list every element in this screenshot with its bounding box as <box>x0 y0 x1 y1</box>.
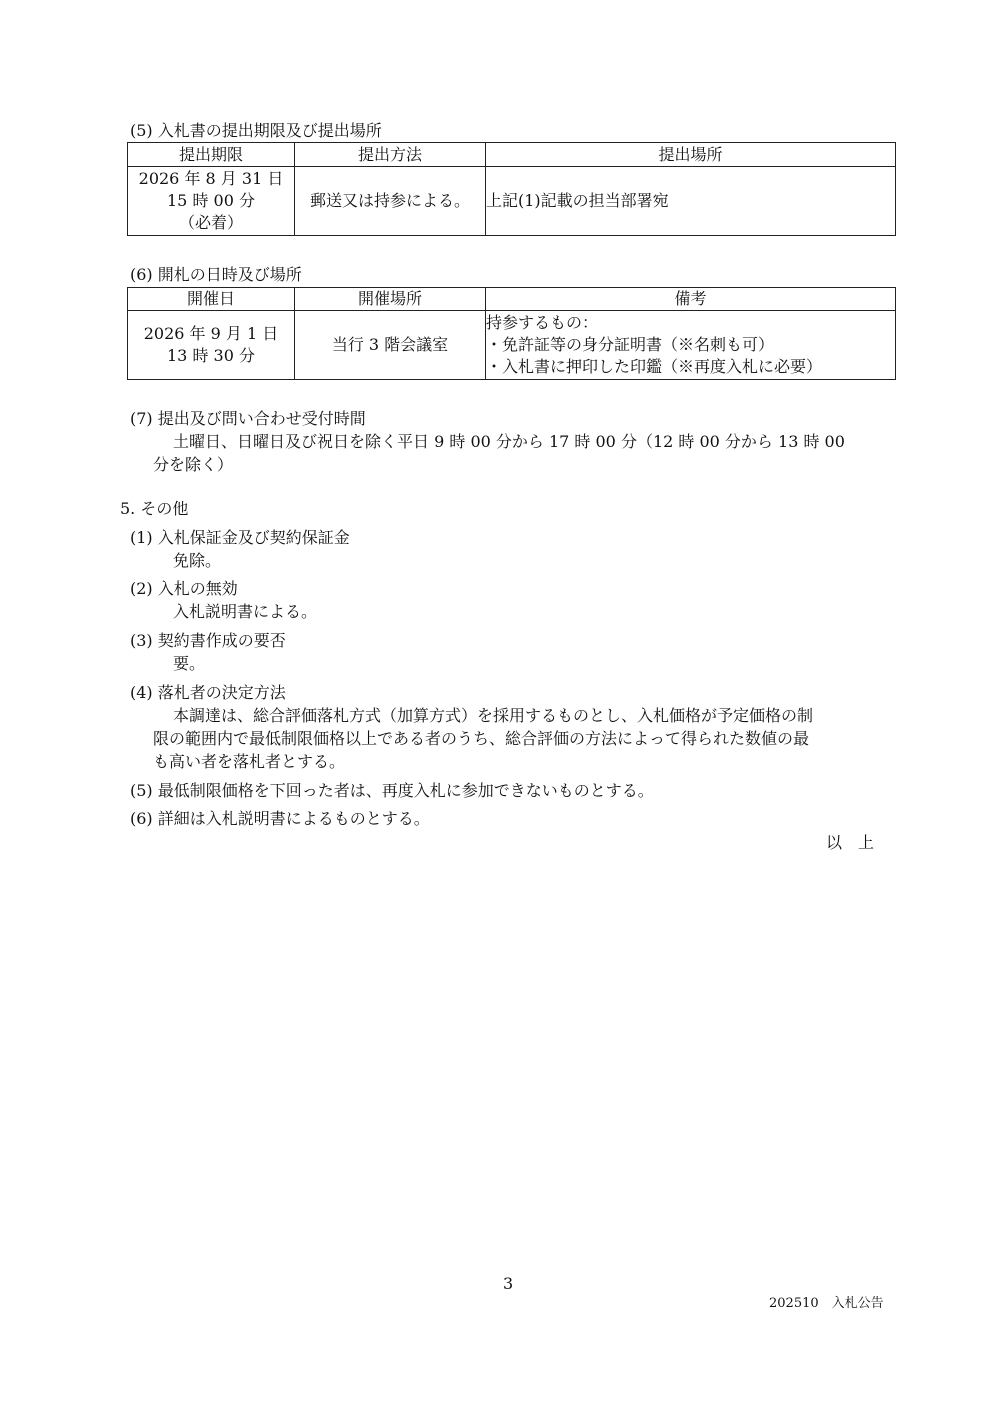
venue-cell: 当行 3 階会議室 <box>295 311 486 380</box>
place-cell: 上記(1)記載の担当部署宛 <box>486 167 896 236</box>
other-item-3-title: (3) 契約書作成の要否 <box>130 631 286 650</box>
notes-cell <box>486 311 896 380</box>
header-venue: 開催場所 <box>295 288 486 311</box>
other-item-5-title: (5) 最低制限価格を下回った者は、再度入札に参加できないものとする。 <box>130 781 654 800</box>
notes-line: 持参するもの： <box>486 313 599 332</box>
document-code: 202510 入札公告 <box>769 1296 884 1311</box>
opening-date: 2026 年 9 月 1 日 <box>143 324 279 343</box>
other-item-4-body-line3: も高い者を落札者とする。 <box>153 752 346 771</box>
opening-table <box>127 287 896 380</box>
other-item-1-title: (1) 入札保証金及び契約保証金 <box>130 528 350 547</box>
submission-table <box>127 142 896 236</box>
other-item-2-title: (2) 入札の無効 <box>130 579 238 598</box>
deadline-cell <box>128 167 295 236</box>
closing-mark: 以 上 <box>826 833 875 852</box>
other-item-3-body: 要。 <box>173 654 206 673</box>
notes-line: ・入札書に押印した印鑑（※再度入札に必要） <box>486 357 823 376</box>
page-number: 3 <box>503 1274 514 1293</box>
other-item-6-title: (6) 詳細は入札説明書によるものとする。 <box>130 809 430 828</box>
header-date: 開催日 <box>128 288 295 311</box>
other-section-title: 5. その他 <box>120 499 189 518</box>
other-item-4-body-line1: 本調達は、総合評価落札方式（加算方式）を採用するものとし、入札価格が予定価格の制 <box>173 706 814 725</box>
other-item-1-body: 免除。 <box>173 551 222 570</box>
notes-line: ・免許証等の身分証明書（※名刺も可） <box>486 335 775 354</box>
opening-time: 13 時 30 分 <box>167 346 255 365</box>
other-item-4-body-line2: 限の範囲内で最低制限価格以上である者のうち、総合評価の方法によって得られた数値の最 <box>153 729 810 748</box>
header-method: 提出方法 <box>295 143 486 167</box>
other-item-2-body: 入札説明書による。 <box>173 602 318 621</box>
section-7-title: (7) 提出及び問い合わせ受付時間 <box>130 409 366 428</box>
header-deadline: 提出期限 <box>128 143 295 167</box>
section-7-body-line2: 分を除く） <box>153 455 234 474</box>
header-place: 提出場所 <box>486 143 896 167</box>
section-5-title: (5) 入札書の提出期限及び提出場所 <box>130 121 382 140</box>
deadline-date: 2026 年 8 月 31 日 <box>138 169 284 188</box>
deadline-time: 15 時 00 分 <box>167 191 255 210</box>
date-cell <box>128 311 295 380</box>
section-7-body-line1: 土曜日、日曜日及び祝日を除く平日 9 時 00 分から 17 時 00 分（12 時 00 分から 13 時 00 <box>173 432 845 451</box>
header-notes: 備考 <box>486 288 896 311</box>
method-cell: 郵送又は持参による。 <box>295 167 486 236</box>
other-item-4-title: (4) 落札者の決定方法 <box>130 683 286 702</box>
deadline-note: （必着） <box>178 213 243 232</box>
section-6-title: (6) 開札の日時及び場所 <box>130 265 302 284</box>
